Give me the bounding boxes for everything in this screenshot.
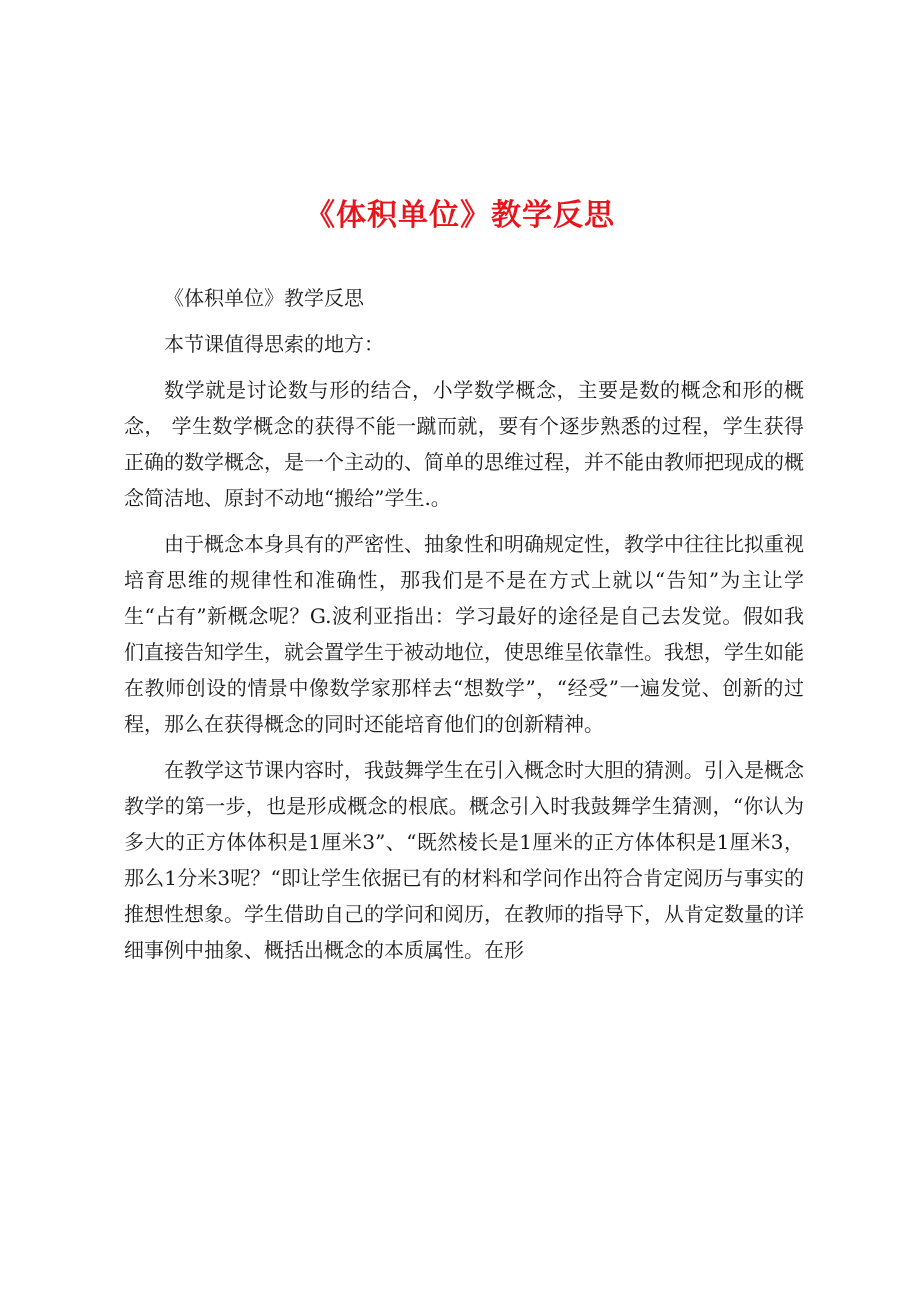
paragraph: 由于概念本身具有的严密性、抽象性和明确规定性，教学中往往比拟重视培育思维的规律性和准确性，那我们是不是在方式上就以“告知”为主让学生“占有”新概念呢？G.波利亚指出：学习最好的途径是自己去发觉。假如我们直接告知学生，就会置学生于被动地位，使思维呈依靠性。我想，学生如能在教师创设的情景中像数学家那样去“想数学”，“经受”一遍发觉、创新的过程，那么在获得概念的同时还能培育他们的创新精神。 (124, 532, 804, 736)
paragraph-subtitle: 《体积单位》教学反思 (164, 286, 364, 310)
paragraph: 数学就是讨论数与形的结合，小学数学概念，主要是数的概念和形的概念， 学生数学概念的获得不能一蹴而就，要有个逐步熟悉的过程，学生获得正确的数学概念，是一个主动的、简单的思维过程，并不能由教师把现成的概念简洁地、原封不动地“搬给”学生.。 (124, 378, 804, 510)
document-title: 《体积单位》教学反思 (305, 198, 615, 233)
paragraph: 在教学这节课内容时，我鼓舞学生在引入概念时大胆的猜测。引入是概念教学的第一步，也是形成概念的根底。概念引入时我鼓舞学生猜测，“你认为多大的正方体体积是1厘米3”、“既然棱长是1厘米的正方体体积是1厘米3，那么1分米3呢？“即让学生依据已有的材料和学问作出符合肯定阅历与事实的推想性想象。学生借助自己的学问和阅历，在教师的指导下，从肯定数量的详细事例中抽象、概括出概念的本质属性。在形 (124, 758, 804, 962)
document-body (124, 280, 804, 978)
paragraph-intro: 本节课值得思索的地方： (164, 332, 384, 356)
